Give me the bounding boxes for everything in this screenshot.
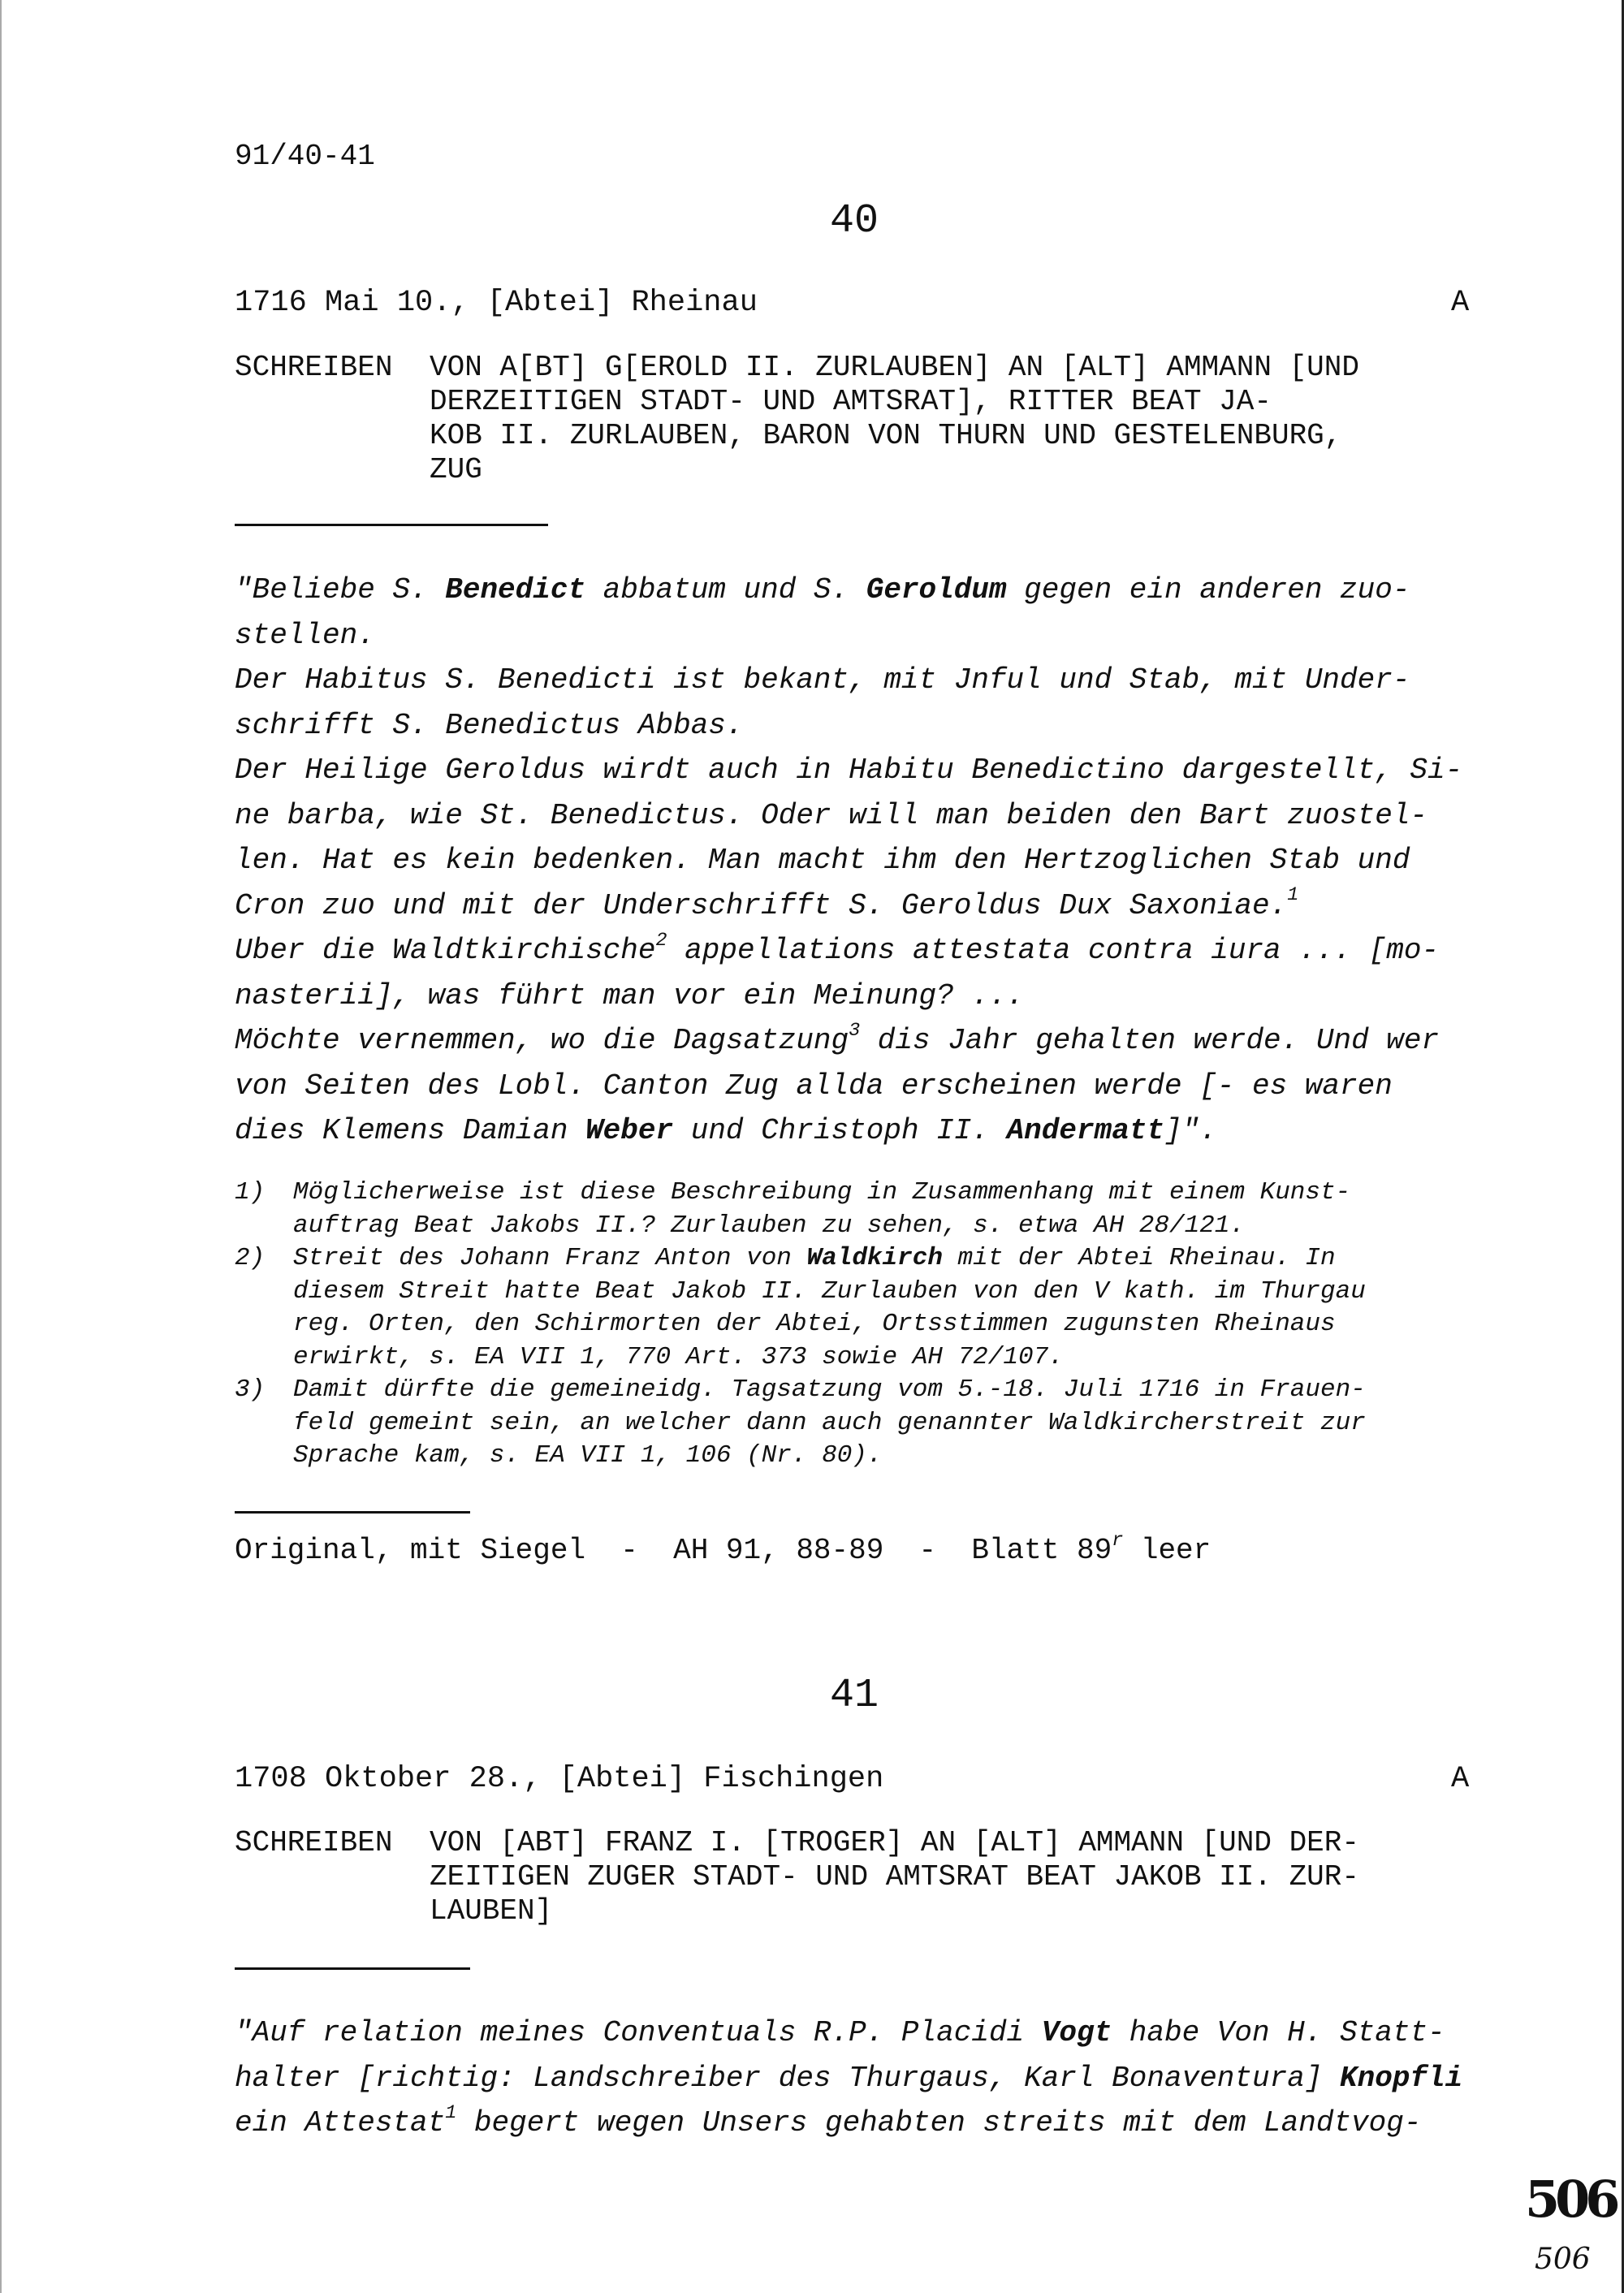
footnote-ref: 1: [445, 2102, 457, 2124]
heading-line: ZEITIGEN ZUGER STADT- UND AMTSRAT BEAT JAKOB II. ZUR-: [430, 1860, 1359, 1894]
heading-line: LAUBEN]: [430, 1894, 553, 1928]
heading-line: ZUG: [430, 453, 482, 486]
footnote-ref: 3: [849, 1020, 861, 1042]
footnote-ref: 1: [1287, 885, 1299, 906]
heading-line: VON [ABT] FRANZ I. [TROGER] AN [ALT] AMMANN [UND DER-: [430, 1826, 1359, 1859]
section-divider: [235, 1967, 470, 1970]
heading-line: VON A[BT] G[EROLD II. ZURLAUBEN] AN [ALT] AMMANN [UND: [430, 351, 1359, 384]
heading-line: DERZEITIGEN STADT- UND AMTSRAT], RITTER BEAT JA-: [430, 385, 1272, 418]
entry-date-place: 1716 Mai 10., [Abtei] Rheinau: [235, 286, 758, 320]
entry-heading: [235, 1826, 1359, 1928]
footnotes: 1) Möglicherweise ist diese Beschreibung in Zusammenhang mit einem Kunst- auftrag Beat Jakobs II.? Zurlauben zu sehen, s. etwa AH 28/121. 2) Streit des Johann Franz Anton von Waldkirch mit der Abtei Rheinau. In diesem Streit hatte Beat Jakob II. Zurlauben von den V kath. im Thurgau reg. Orten, den Schirmorten der Abtei, Ortsstimmen zugunsten Rheinaus erwirkt, s. EA VII 1, 770 Art. 373 sowie AH 72/107. 3) Damit dürfte die gemeineidg. Tagsatzung vom 5.-18. Juli 1716 in Frauen- feld gemeint sein, an welcher dann auch genannter Waldkircherstreit zur Sprache kam, s. EA VII 1, 106 (Nr. 80).: [235, 1178, 1366, 1470]
entry-date-place: 1708 Oktober 28., [Abtei] Fischingen: [235, 1762, 884, 1796]
document-number-40: 40: [830, 198, 879, 244]
document-number-41: 41: [830, 1673, 879, 1719]
footnote-number: 1): [235, 1178, 266, 1207]
heading-line: KOB II. ZURLAUBEN, BARON VON THURN UND GESTELENBURG,: [430, 419, 1342, 452]
heading-lead: SCHREIBEN: [235, 1826, 393, 1859]
footnote-number: 3): [235, 1375, 266, 1404]
handwritten-page-number: 506: [1535, 2243, 1591, 2276]
section-divider: [235, 524, 548, 526]
page-number-stamp: 506: [1525, 2170, 1616, 2229]
heading-lead: SCHREIBEN: [235, 351, 393, 384]
quoted-text: "Auf relation meines Conventuals R.P. Placidi Vogt habe Von H. Statt- halter [richtig: Landschreiber des Thurgaus, Karl Bonaventura] Knopfli ein Attestat$^1$ begert wegen Unsers gehabten streits mit dem Landtvog-: [235, 2016, 1463, 2140]
quoted-text: "Beliebe S. Benedict abbatum und S. Geroldum gegen ein anderen zuo- stellen. Der Habitus S. Benedicti ist bekant, mit Jnful und Stab, mit Under- schrifft S. Benedictus Abbas. Der Heilige Geroldus wirdt auch in Habitu Benedictino dargestellt, Si- ne barba, wie St. Benedictus. Oder will man beiden den Bart zuostel- len. Hat es kein bedenken. Man macht ihm den Hertzoglichen Stab und Cron zuo und mit der Underschrifft S. Geroldus Dux Saxoniae.$^1$ Uber die Waldtkirchische$^2$ appellations attestata contra iura ... [mo- nasterii], was führt man vor ein Meinung? ... Möchte vernemmen, wo die Dagsatzung$^3$ dis Jahr gehalten werde. Und wer von Seiten des Lobl. Canton Zug allda erscheinen werde [- es waren dies Klemens Damian Weber und Christoph II. Andermatt]".: [235, 573, 1463, 1147]
footnote-ref: 2: [655, 930, 667, 952]
source-note: Original, mit Siegel - AH 91, 88-89 - Blatt 89$^r$ leer: [235, 1530, 1212, 1567]
archive-reference: 91/40-41: [235, 140, 375, 173]
entry-marker: A: [1451, 1762, 1470, 1796]
footnote-number: 2): [235, 1244, 266, 1272]
section-divider: [235, 1511, 470, 1514]
entry-marker: A: [1451, 286, 1470, 320]
entry-heading: [235, 351, 1359, 487]
